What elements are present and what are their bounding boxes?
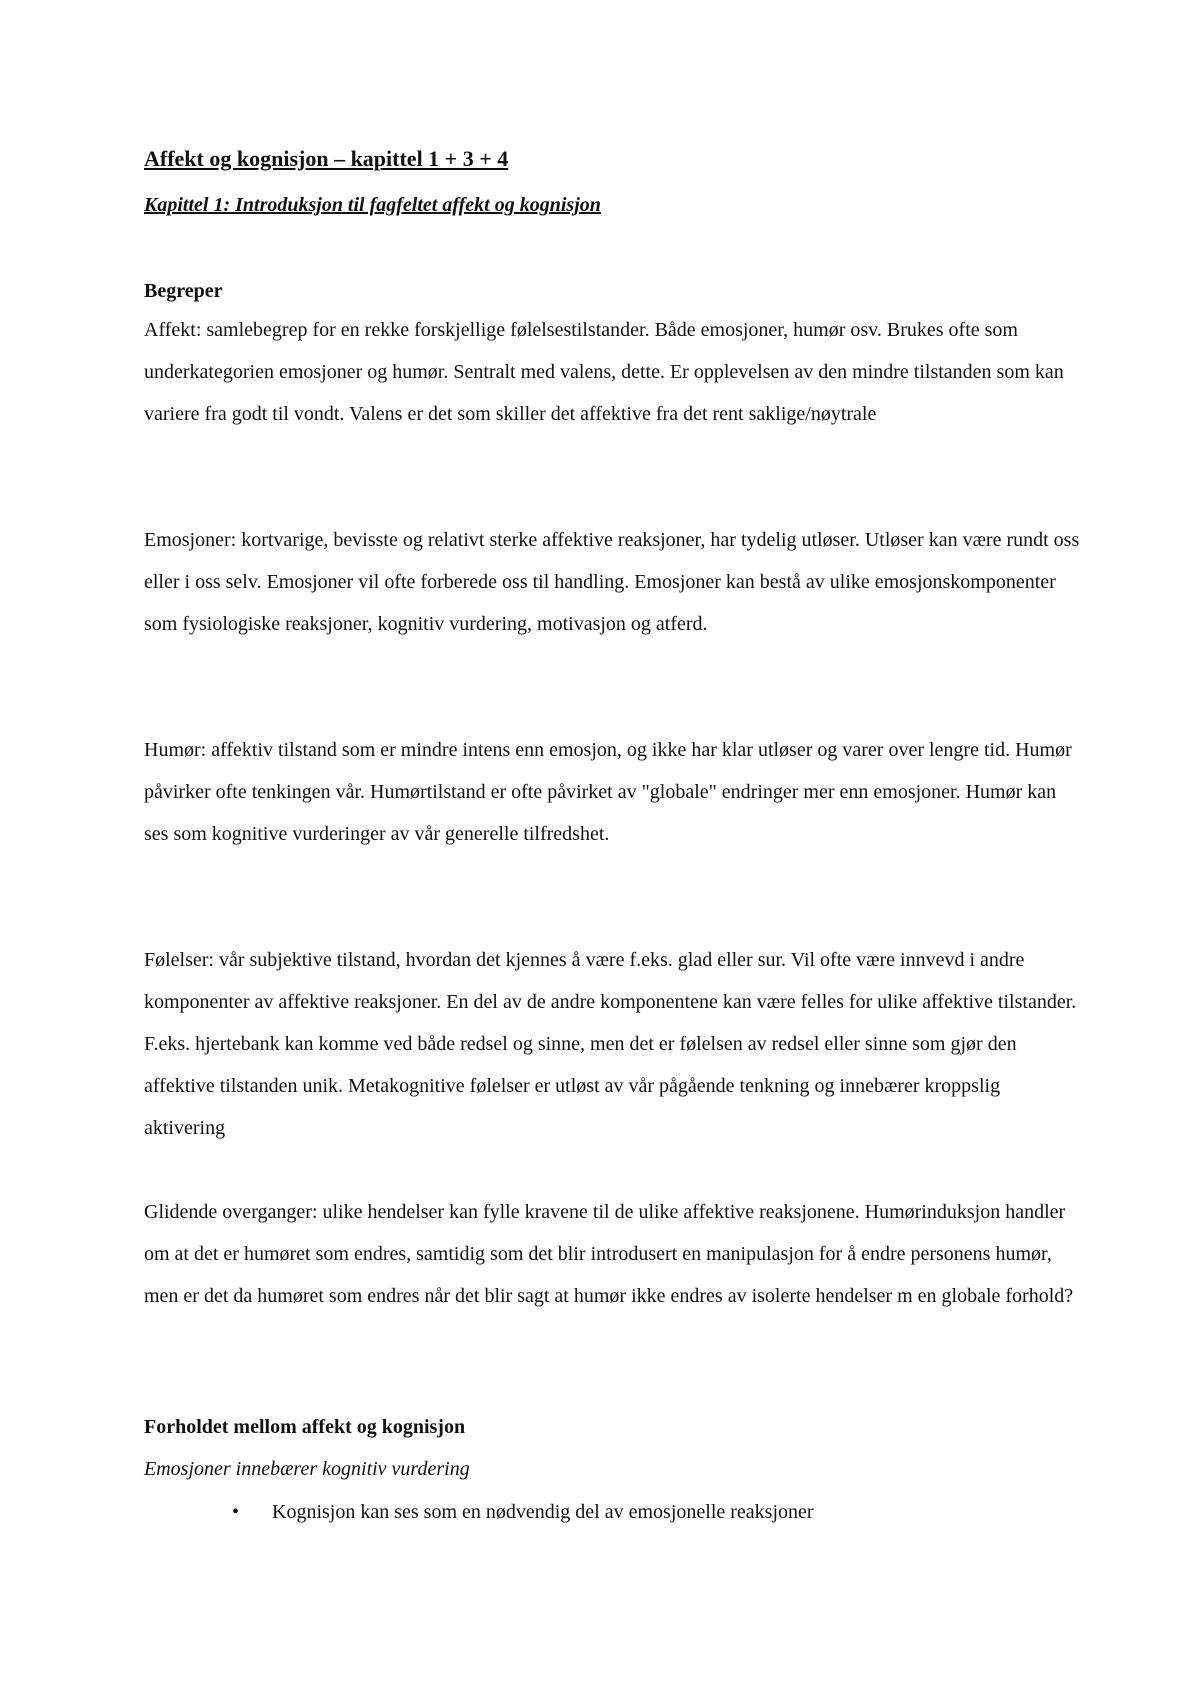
bullet-icon: • [232,1501,240,1523]
chapter-subtitle: Kapittel 1: Introduksjon til fagfeltet affekt og kognisjon [144,194,601,216]
paragraph-glidende-overganger: Glidende overganger: ulike hendelser kan fylle kravene til de ulike affektive reaksjonene. Humørinduksjon handler om at det er humøret som endres, samtidig som det blir introdusert en manipulasjon for å endre personens humør, men er det da humøret som endres når det blir sagt at humør ikke endres av isolerte hendelser m en globale forhold? [144,1201,1074,1307]
paragraph-folelser: Følelser: vår subjektive tilstand, hvordan det kjennes å være f.eks. glad eller sur. Vil ofte være innvevd i andre komponenter av affektive reaksjoner. En del av de andre komponentene kan være felles for ulike affektive tilstander. F.eks. hjertebank kan komme ved både redsel og sinne, men det er følelsen av redsel eller sinne som gjør den affektive tilstanden unik. Metakognitive følelser er utløst av vår pågående tenkning og innebærer kroppslig aktivering [144,949,1077,1139]
bullet-text: Kognisjon kan ses som en nødvendig del av emosjonelle reaksjoner [272,1501,814,1523]
paragraph-emosjoner: Emosjoner: kortvarige, bevisste og relativt sterke affektive reaksjoner, har tydelig utløser. Utløser kan være rundt oss eller i oss selv. Emosjoner vil ofte forberede oss til handling. Emosjoner kan bestå av ulike emosjonskomponenter som fysiologiske reaksjoner, kognitiv vurdering, motivasjon og atferd. [144,529,1080,635]
section-heading-forholdet: Forholdet mellom affekt og kognisjon [144,1416,466,1438]
paragraph-humor: Humør: affektiv tilstand som er mindre intens enn emosjon, og ikke har klar utløser og varer over lengre tid. Humør påvirker ofte tenkingen vår. Humørtilstand er ofte påvirket av "globale" endringer mer enn emosjoner. Humør kan ses som kognitive vurderinger av vår generelle tilfredshet. [144,739,1072,845]
bullet-list [144,1491,1084,1533]
section-heading-begreper: Begreper [144,280,223,302]
subheading-emosjoner-kognitiv: Emosjoner innebærer kognitiv vurdering [144,1458,470,1480]
document-title: Affekt og kognisjon – kapittel 1 + 3 + 4 [144,146,509,171]
paragraph-affekt: Affekt: samlebegrep for en rekke forskjellige følelsestilstander. Både emosjoner, humør osv. Brukes ofte som underkategorien emosjoner og humør. Sentralt med valens, dette. Er opplevelsen av den mindre tilstanden som kan variere fra godt til vondt. Valens er det som skiller det affektive fra det rent saklige/nøytrale [144,319,1064,425]
list-item [144,1491,1084,1533]
